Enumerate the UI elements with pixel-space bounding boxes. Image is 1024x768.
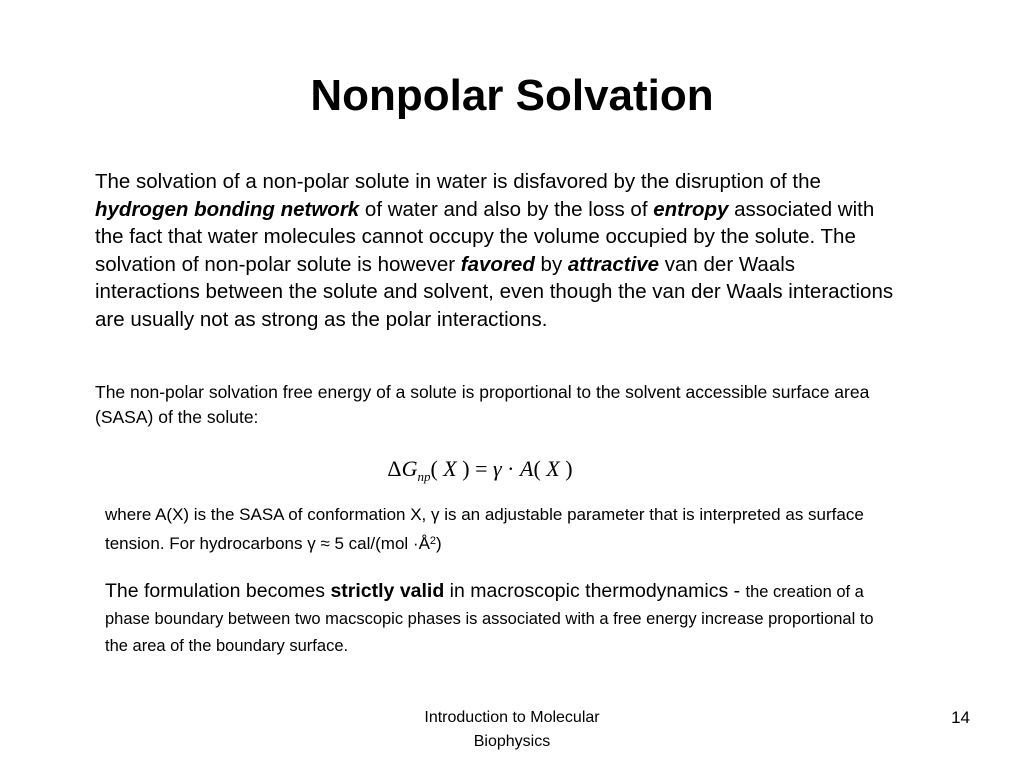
gamma-symbol-2: γ (307, 534, 316, 553)
formula-open-paren-2: ( (533, 456, 541, 481)
formulation-text-1: The formulation becomes (105, 580, 331, 602)
strictly-valid-emphasis: strictly valid (330, 580, 445, 602)
intro-text-4: by (534, 252, 568, 276)
formula-a: A (520, 456, 534, 481)
favored-emphasis: favored (460, 252, 535, 276)
formulation-paragraph (105, 578, 895, 660)
page-number: 14 (951, 708, 970, 727)
intro-text-2: of water and also by the loss of (359, 197, 654, 221)
intro-text-5: van der Waals interactions between the solute and solvent, even though the van der Waals interactions are usually not as strong as the polar interactions. (95, 252, 894, 331)
entropy-emphasis: entropy (653, 197, 729, 221)
formulation-text-2: in macroscopic thermodynamics - (444, 580, 746, 602)
attractive-emphasis: attractive (567, 252, 660, 276)
formula-g: G (401, 456, 418, 481)
formula-delta: Δ (387, 456, 402, 481)
intro-paragraph (95, 168, 895, 333)
footer-text: Introduction to Molecular Biophysics (424, 709, 600, 750)
solvation-formula (340, 452, 620, 494)
definition-text-3: ≈ 5 cal/(mol ·Å (315, 534, 430, 553)
definition-text-1: where A(X) is the SASA of conformation X, (105, 505, 431, 524)
definition-text-4: ) (436, 534, 442, 553)
formula-equals: = (469, 456, 493, 481)
formula-close-paren-1: ) (462, 456, 470, 481)
formula-x-2: X (546, 456, 560, 481)
definition-paragraph (105, 500, 905, 558)
formula-open-paren-1: ( (430, 456, 438, 481)
intro-text-1: The solvation of a non-polar solute in water is disfavored by the disruption of the (95, 170, 821, 193)
gamma-symbol: γ (431, 505, 440, 524)
hydrogen-bonding-emphasis: hydrogen bonding network (95, 197, 360, 221)
formula-x-1: X (443, 456, 457, 481)
definition-text-2: is an adjustable parameter that is interpreted as surface tension. For hydrocarbons (105, 505, 864, 553)
formulation-text-3: the creation of a phase boundary between two macscopic phases is associated with a free energy increase proportional to the area of the boundary surface. (105, 583, 874, 655)
sasa-paragraph: The non-polar solvation free energy of a solute is proportional to the solvent accessible surface area (SASA) of the solute: (95, 382, 870, 427)
intro-text-3: associated with the fact that water molecules cannot occupy the volume occupied by the solute. The solvation of non-polar solute is however (95, 197, 875, 276)
formula-close-paren-2: ) (565, 456, 573, 481)
formula-dot: · (501, 456, 520, 481)
superscript-2: 2 (429, 535, 437, 547)
formula-gamma: γ (493, 456, 502, 481)
slide-title: Nonpolar Solvation (310, 71, 714, 120)
formula-subscript: np (417, 469, 431, 484)
